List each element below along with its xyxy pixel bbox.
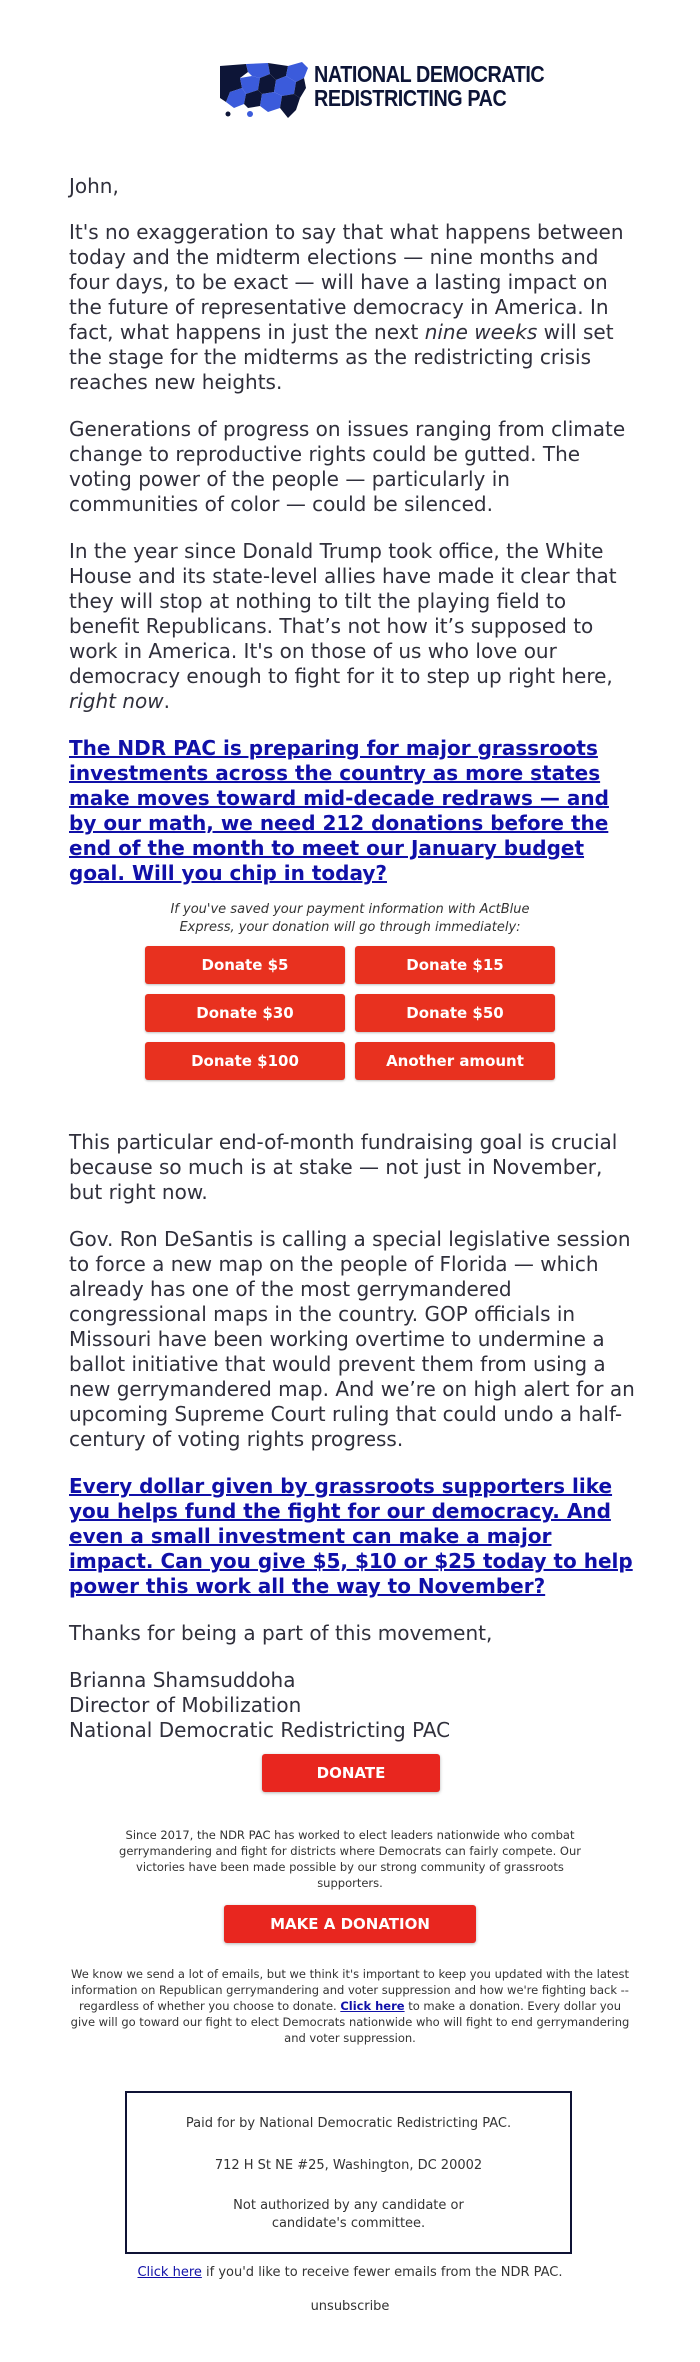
paid-for-line: Paid for by National Democratic Redistricting PAC. bbox=[185, 2116, 512, 2131]
paid-for-disclaimer-box bbox=[125, 2091, 572, 2254]
fewer-emails-line bbox=[0, 2265, 700, 2280]
paragraph-1 bbox=[69, 220, 635, 395]
cta-link-chip-in[interactable]: The NDR PAC is preparing for major grassroots investments across the country as more states make moves toward mid-decade redraws — and by our math, we need 212 donations before the end of the month to meet our January budget goal. Will you chip in today? bbox=[69, 736, 609, 885]
since-2017-note: Since 2017, the NDR PAC has worked to elect leaders nationwide who combat gerrymandering and fight for districts where Democrats can fairly compete. Our victories have been made possible by our strong community of grassroots supporters. bbox=[119, 1828, 581, 1890]
make-a-donation-button[interactable]: MAKE A DONATION bbox=[224, 1905, 476, 1943]
paragraph-3 bbox=[69, 539, 635, 714]
address-line: 712 H St NE #25, Washington, DC 20002 bbox=[214, 2158, 483, 2173]
paragraph-1-emphasis: nine weeks bbox=[424, 320, 538, 344]
donate-100-button[interactable]: Donate $100 bbox=[145, 1042, 345, 1080]
letter-body-bottom bbox=[69, 1130, 635, 1743]
signature-block bbox=[69, 1668, 635, 1743]
fewer-emails-link[interactable]: Click here bbox=[137, 2265, 202, 2280]
click-here-donate-link[interactable]: Click here bbox=[340, 1999, 405, 2013]
emails-note bbox=[70, 1966, 630, 2046]
logo-line-2: REDISTRICTING PAC bbox=[314, 85, 507, 111]
actblue-express-note: If you've saved your payment information with ActBlue Express, your donation will go through immediately: bbox=[170, 902, 530, 935]
cta-link-give[interactable]: Every dollar given by grassroots supporters like you helps fund the fight for our democracy. And even a small investment can make a major impact. Can you give $5, $10 or $25 today to help power this work all the way to November? bbox=[69, 1474, 633, 1598]
signature-org: National Democratic Redistricting PAC bbox=[69, 1718, 451, 1742]
greeting: John, bbox=[69, 174, 119, 198]
donate-5-button[interactable]: Donate $5 bbox=[145, 946, 345, 984]
signature-name: Brianna Shamsuddoha bbox=[69, 1668, 296, 1692]
another-amount-button[interactable]: Another amount bbox=[355, 1042, 555, 1080]
paragraph-3-text-a: In the year since Donald Trump took office, the White House and its state-level allies have made it clear that they will stop at nothing to tilt the playing field to benefit Republicans. That’s not how it’s supposed to work in America. It's on those of us who love our democracy enough to fight for it to step up right here, bbox=[69, 539, 617, 688]
ndr-pac-logo[interactable] bbox=[216, 58, 545, 128]
emails-note-text-a: We know we send a lot of emails, but we think it's important to keep you updated with the latest information on Republican gerrymandering and voter suppression and how we're fighting back -- regardless of whether you choose to donate. bbox=[71, 1967, 629, 2013]
donate-button[interactable]: DONATE bbox=[262, 1754, 440, 1792]
donate-30-button[interactable]: Donate $30 bbox=[145, 994, 345, 1032]
paragraph-1-text-b: will set the stage for the midterms as the redistricting crisis reaches new heights. bbox=[69, 320, 614, 394]
paragraph-1-text-a: It's no exaggeration to say that what happens between today and the midterm elections — nine months and four days, to be exact — will have a lasting impact on the future of representative democracy in America. In fact, what happens in just the next bbox=[69, 220, 624, 344]
logo-line-1: NATIONAL DEMOCRATIC bbox=[314, 61, 545, 87]
unsubscribe-link[interactable]: unsubscribe bbox=[310, 2299, 390, 2314]
not-authorized-line: Not authorized by any candidate or candidate's committee. bbox=[233, 2198, 464, 2231]
us-map-puzzle-icon bbox=[216, 58, 312, 122]
paragraph-3-emphasis: right now bbox=[69, 689, 164, 713]
signature-title: Director of Mobilization bbox=[69, 1693, 302, 1717]
emails-note-text-b: to make a donation. Every dollar you give will go toward our fight to elect Democrats nationwide who will fight to end gerrymandering and voter suppression. bbox=[70, 1999, 630, 2045]
paragraph-2: Generations of progress on issues ranging from climate change to reproductive rights could be gutted. The voting power of the people — particularly in communities of color — could be silenced. bbox=[69, 417, 626, 516]
letter-body-top bbox=[69, 174, 635, 886]
paragraph-4: This particular end-of-month fundraising goal is crucial because so much is at stake — not just in November, but right now. bbox=[69, 1130, 618, 1204]
paragraph-3-text-b: . bbox=[163, 689, 170, 713]
fewer-emails-text: if you'd like to receive fewer emails from the NDR PAC. bbox=[201, 2265, 563, 2280]
logo-wordmark bbox=[314, 62, 544, 110]
donate-50-button[interactable]: Donate $50 bbox=[355, 994, 555, 1032]
closing-line: Thanks for being a part of this movement, bbox=[69, 1621, 493, 1645]
paragraph-5: Gov. Ron DeSantis is calling a special legislative session to force a new map on the people of Florida — which already has one of the most gerrymandered congressional maps in the country. GOP officials in Missouri have been working overtime to undermine a ballot initiative that would prevent them from using a new gerrymandered map. And we’re on high alert for an upcoming Supreme Court ruling that could undo a half-century of voting rights progress. bbox=[69, 1227, 635, 1451]
donate-15-button[interactable]: Donate $15 bbox=[355, 946, 555, 984]
